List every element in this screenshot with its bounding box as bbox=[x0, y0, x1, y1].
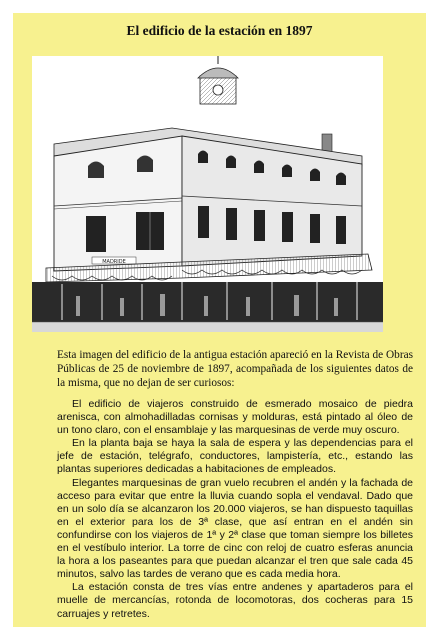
paragraph-3: Elegantes marquesinas de gran vuelo recubren el andén y la fachada de acceso para evitar que entre la lluvia cuando sopla el vendaval. Dado que en un solo día se alcanzaron los 20.000 viajeros, se han dispuesto taquillas en el exterior para los de 3ª clase, que así entran en el andén sin confundirse con los viajeros de 1ª y 2ª clase que toman siempre los billetes en el vestíbulo interior. La torre de cinc con reloj de cuatro esferas anuncia la hora a los paseantes para que puedan alcanzar el tren que sale cada 45 minutos, salvo las tardes de verano que es cada media hora. bbox=[57, 476, 413, 581]
paragraph-1: El edificio de viajeros construido de esmerado mosaico de piedra arenisca, con almohadilladas cornisas y molduras, está pintado al óleo de un tono claro, con el ensamblaje y las marquesinas de verde muy oscuro. bbox=[57, 398, 413, 437]
station-photo bbox=[32, 56, 383, 332]
paragraph-4: La estación consta de tres vías entre andenes y apartaderos para el muelle de mercancías, rotonda de locomotoras, dos cocheras para 15 carruajes y retretes. bbox=[57, 581, 413, 620]
document-panel bbox=[13, 13, 426, 627]
paragraph-2: En la planta baja se haya la sala de espera y las dependencias para el jefe de estación, telégrafo, conductores, lampistería, etc., estando las plantas superiores dedicadas a habitaciones de empleados. bbox=[57, 437, 413, 476]
document-title: El edificio de la estación en 1897 bbox=[126, 23, 313, 38]
body-text bbox=[57, 398, 413, 621]
intro-paragraph: Esta imagen del edificio de la antigua estación apareció en la Revista de Obras Públicas de 25 de noviembre de 1897, acompañada de los siguientes datos de la misma, que no dejan de ser curiosos: bbox=[57, 349, 413, 390]
station-engraving bbox=[32, 56, 383, 332]
facade-left bbox=[54, 136, 182, 271]
station-sign: MADRIDE bbox=[102, 259, 126, 265]
